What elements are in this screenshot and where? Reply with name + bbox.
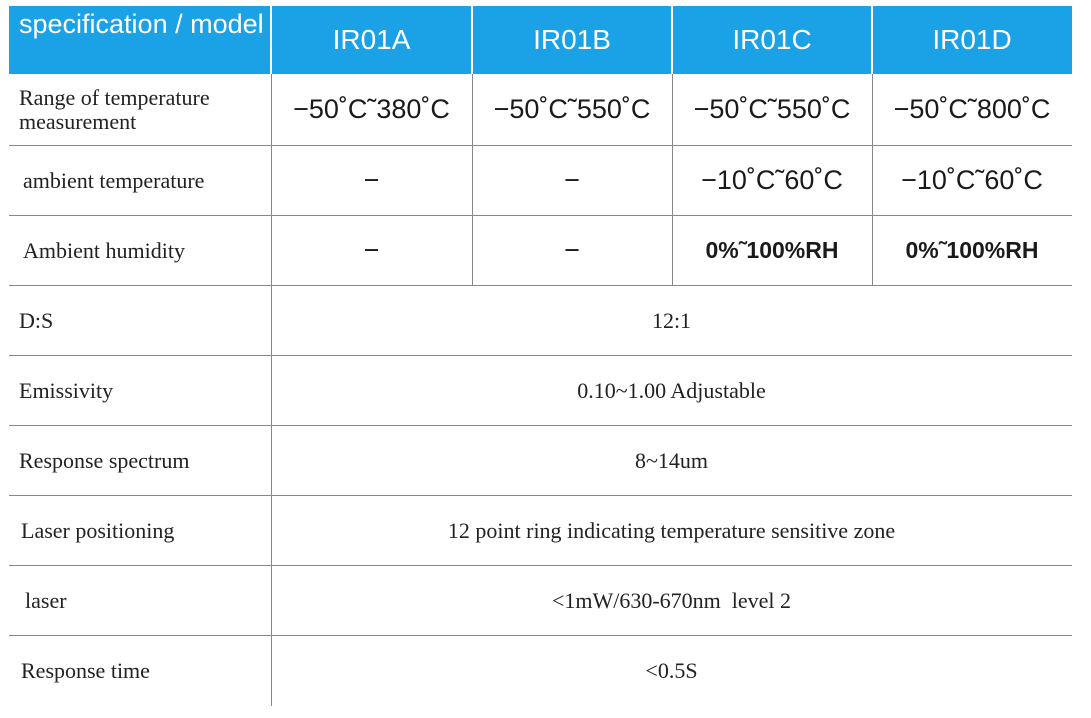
cell-ir01a-ambient-humidity: − xyxy=(363,235,380,265)
cell-laser-positioning-value: 12 point ring indicating temperature sensitive zone xyxy=(447,517,896,543)
header-model-ir01a: IR01A xyxy=(271,6,472,74)
cell-ir01b-temperature-range: −50˚C˜550˚C xyxy=(493,94,651,124)
row-label-laser-positioning: Laser positioning xyxy=(21,517,175,543)
header-divider xyxy=(671,6,673,74)
header-spec-label: specification / model xyxy=(9,6,271,74)
row-label-laser: laser xyxy=(25,587,67,613)
header-divider xyxy=(471,6,473,74)
header-model-ir01d: IR01D xyxy=(872,6,1072,74)
cell-laser-value: <1mW/630-670nm level 2 xyxy=(551,587,792,613)
cell-response-spectrum-value: 8~14um xyxy=(634,447,708,473)
cell-ir01d-temperature-range: −50˚C˜800˚C xyxy=(893,94,1051,124)
cell-ir01a-ambient-temperature: − xyxy=(363,165,380,195)
cell-ir01b-ambient-temperature: − xyxy=(564,165,580,195)
cell-ir01c-ambient-temperature: −10˚C˜60˚C xyxy=(701,165,843,195)
cell-ir01a-temperature-range: −50˚C˜380˚C xyxy=(293,94,450,124)
row-label-response-time: Response time xyxy=(21,658,150,683)
table-row xyxy=(9,146,1072,216)
cell-ir01c-temperature-range: −50˚C˜550˚C xyxy=(693,94,851,124)
cell-response-time-value: <0.5S xyxy=(645,658,698,683)
table-row xyxy=(9,286,1072,356)
header-model-ir01b: IR01B xyxy=(472,6,672,74)
header-divider xyxy=(270,6,272,74)
cell-ds-value: 12:1 xyxy=(651,307,692,333)
header-divider xyxy=(871,6,873,74)
table-row xyxy=(9,426,1072,496)
table-row xyxy=(9,636,1072,706)
cell-ir01c-ambient-humidity: 0%˜100%RH xyxy=(705,237,839,263)
row-label-emissivity: Emissivity xyxy=(19,377,114,403)
row-label-temperature-range: Range of temperature measurement xyxy=(19,84,210,134)
row-label-response-spectrum: Response spectrum xyxy=(19,447,190,473)
table-row xyxy=(9,566,1072,636)
table-row xyxy=(9,216,1072,286)
cell-ir01d-ambient-temperature: −10˚C˜60˚C xyxy=(901,165,1043,195)
row-label-ds: D:S xyxy=(19,307,54,333)
cell-ir01d-ambient-humidity: 0%˜100%RH xyxy=(905,237,1039,263)
table-row xyxy=(9,356,1072,426)
cell-ir01b-ambient-humidity: − xyxy=(564,235,580,265)
cell-emissivity-value: 0.10~1.00 Adjustable xyxy=(577,377,766,403)
row-label-ambient-temperature: ambient temperature xyxy=(23,167,205,193)
row-label-ambient-humidity: Ambient humidity xyxy=(23,237,185,263)
table-row xyxy=(9,74,1072,146)
header-model-ir01c: IR01C xyxy=(672,6,872,74)
table-row xyxy=(9,496,1072,566)
